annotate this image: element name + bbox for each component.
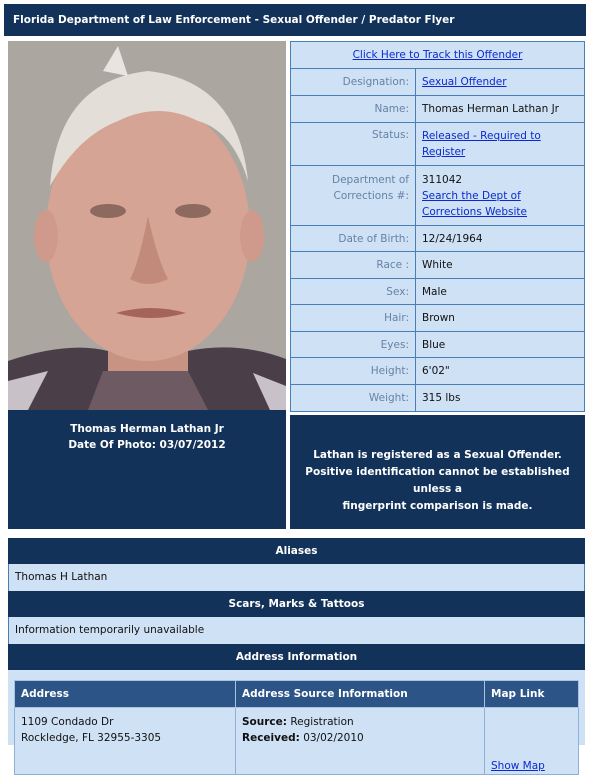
photo-panel	[8, 41, 286, 529]
hair-row	[291, 305, 585, 332]
doc-row	[291, 166, 585, 226]
name-label: Name:	[291, 96, 416, 123]
sex-label: Sex:	[291, 279, 416, 305]
aliases-value: Thomas H Lathan	[8, 564, 585, 591]
race-row	[291, 252, 585, 279]
source-column-header: Address Source Information	[236, 681, 485, 708]
weight-value: 315 lbs	[416, 385, 585, 412]
name-row	[291, 96, 585, 123]
scars-value: Information temporarily unavailable	[8, 617, 585, 644]
sex-row	[291, 279, 585, 305]
notice-line-2: Positive identification cannot be established unless a	[305, 466, 570, 495]
status-link[interactable]	[422, 130, 541, 158]
show-map-link[interactable]: Show Map	[491, 760, 545, 772]
weight-row	[291, 385, 585, 412]
received-value: 03/02/2010	[303, 732, 364, 744]
aliases-heading: Aliases	[8, 538, 585, 564]
source-value: Registration	[290, 716, 354, 728]
race-label: Race :	[291, 252, 416, 279]
doc-number: 311042	[422, 173, 463, 186]
dob-row	[291, 226, 585, 252]
status-row	[291, 123, 585, 166]
eyes-row	[291, 332, 585, 358]
doc-label	[291, 166, 416, 226]
eyes-label: Eyes:	[291, 332, 416, 358]
designation-label: Designation:	[291, 69, 416, 96]
status-link-line2: Register	[422, 146, 466, 158]
height-row	[291, 358, 585, 385]
address-street: 1109 Condado Dr	[21, 716, 114, 728]
designation-link[interactable]: Sexual Offender	[422, 76, 507, 88]
map-column-header: Map Link	[485, 681, 579, 708]
address-table-header	[15, 681, 579, 708]
table-row	[15, 708, 579, 775]
page-title-bar	[4, 4, 586, 36]
received-label: Received:	[242, 732, 300, 744]
details-panel	[8, 538, 585, 772]
search-doc-link[interactable]	[422, 190, 527, 218]
status-label: Status:	[291, 123, 416, 166]
source-cell	[236, 708, 485, 775]
photo-caption	[8, 421, 286, 453]
scars-heading: Scars, Marks & Tattoos	[8, 591, 585, 617]
eyes-value: Blue	[416, 332, 585, 358]
search-doc-line2: Corrections Website	[422, 205, 527, 218]
offender-name-caption: Thomas Herman Lathan Jr	[70, 423, 224, 435]
doc-label-line1: Department of	[332, 174, 409, 186]
height-label: Height:	[291, 358, 416, 385]
status-link-line1: Released - Required to	[422, 130, 541, 142]
sex-value: Male	[416, 279, 585, 305]
source-label: Source:	[242, 716, 287, 728]
address-heading: Address Information	[8, 644, 585, 670]
notice-line-1: Lathan is registered as a Sexual Offender.	[313, 449, 562, 461]
track-offender-link[interactable]: Click Here to Track this Offender	[352, 49, 523, 61]
height-value: 6'02"	[416, 358, 585, 385]
address-city: Rockledge, FL 32955-3305	[21, 732, 162, 744]
track-row	[291, 42, 585, 69]
address-column-header: Address	[15, 681, 236, 708]
page-title: Florida Department of Law Enforcement - Sexual Offender / Predator Flyer	[13, 14, 455, 26]
address-table	[14, 680, 579, 775]
address-cell	[15, 708, 236, 775]
photo-date: Date Of Photo: 03/07/2012	[68, 439, 226, 451]
weight-label: Weight:	[291, 385, 416, 412]
dob-label: Date of Birth:	[291, 226, 416, 252]
name-value: Thomas Herman Lathan Jr	[416, 96, 585, 123]
offender-photo	[8, 41, 286, 410]
map-cell	[485, 708, 579, 775]
hair-label: Hair:	[291, 305, 416, 332]
dob-value: 12/24/1964	[416, 226, 585, 252]
search-doc-line1: Search the Dept of	[422, 189, 521, 202]
identification-notice	[290, 415, 585, 529]
designation-row	[291, 69, 585, 96]
doc-label-line2: Corrections #:	[333, 190, 409, 202]
hair-value: Brown	[416, 305, 585, 332]
offender-info-table	[290, 41, 585, 412]
race-value: White	[416, 252, 585, 279]
notice-line-3: fingerprint comparison is made.	[342, 500, 533, 512]
